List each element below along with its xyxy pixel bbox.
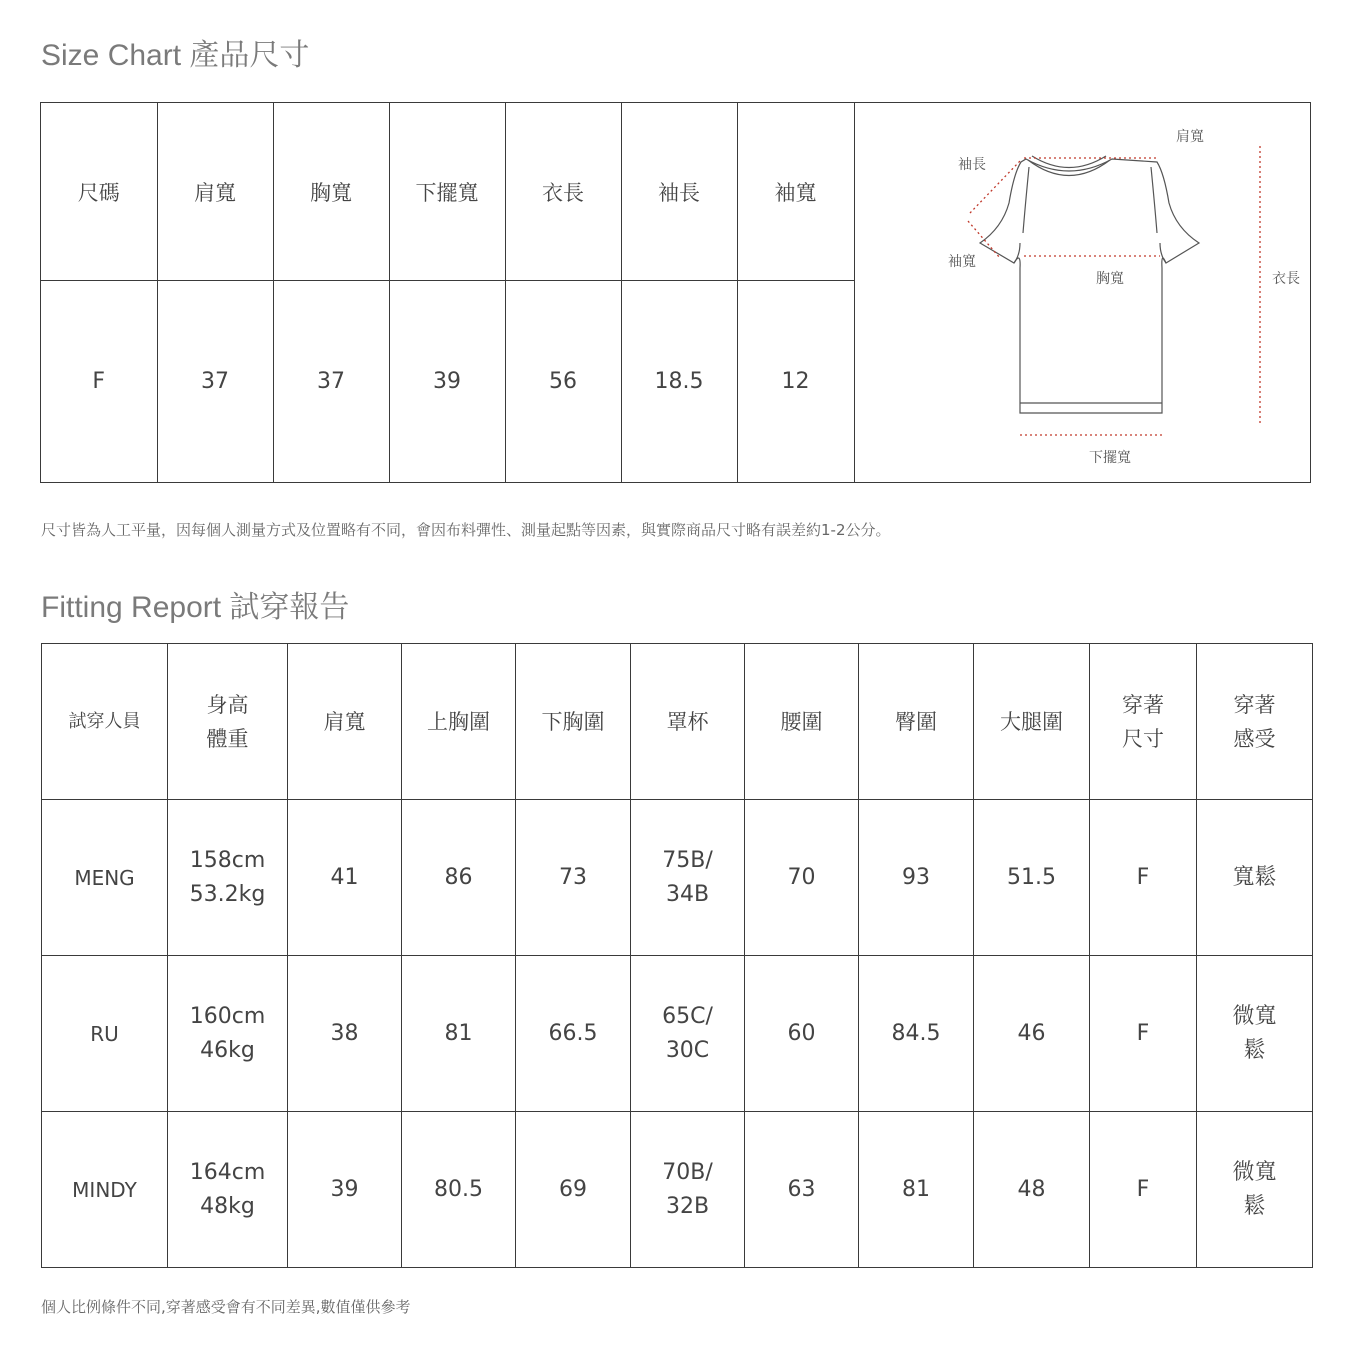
header-cell: 袖寬 bbox=[737, 103, 854, 281]
size-table-header bbox=[41, 103, 854, 281]
tshirt-diagram-svg bbox=[854, 103, 1310, 482]
size-cell: 18.5 bbox=[621, 281, 737, 483]
fitting-table-header bbox=[42, 644, 1313, 800]
table-row bbox=[42, 800, 1313, 956]
table-cell: 48 bbox=[974, 1112, 1090, 1268]
fitting-report-table bbox=[41, 643, 1313, 1268]
header-cell: 袖長 bbox=[621, 103, 737, 281]
table-cell: 73 bbox=[516, 800, 631, 956]
tshirt-outline-icon bbox=[980, 156, 1199, 413]
table-cell: 69 bbox=[516, 1112, 631, 1268]
header-cell: 下擺寬 bbox=[389, 103, 505, 281]
header-cell: 肩寬 bbox=[157, 103, 273, 281]
size-cell: 37 bbox=[273, 281, 389, 483]
diagram-label-sleeve-width: 袖寬 bbox=[948, 254, 976, 270]
diagram-label-hem: 下擺寬 bbox=[1089, 450, 1131, 466]
tester-name: MINDY bbox=[42, 1112, 168, 1268]
table-cell: 66.5 bbox=[516, 956, 631, 1112]
table-cell: 41 bbox=[288, 800, 402, 956]
size-cell: F bbox=[41, 281, 157, 483]
tester-name: MENG bbox=[42, 800, 168, 956]
header-cell: 試穿人員 bbox=[42, 644, 168, 800]
table-cell: 70B/ 32B bbox=[631, 1112, 745, 1268]
table-cell: 39 bbox=[288, 1112, 402, 1268]
table-cell: 51.5 bbox=[974, 800, 1090, 956]
table-cell: 46 bbox=[974, 956, 1090, 1112]
table-cell: 81 bbox=[859, 1112, 974, 1268]
table-cell: 65C/ 30C bbox=[631, 956, 745, 1112]
table-cell: 微寬 鬆 bbox=[1197, 1112, 1313, 1268]
table-cell: 93 bbox=[859, 800, 974, 956]
table-cell: 寬鬆 bbox=[1197, 800, 1313, 956]
fitting-report-note: 個人比例條件不同,穿著感受會有不同差異,數值僅供參考 bbox=[41, 1298, 411, 1316]
tshirt-measurement-diagram bbox=[854, 103, 1310, 482]
table-cell: F bbox=[1090, 956, 1197, 1112]
table-cell: 60 bbox=[745, 956, 859, 1112]
size-cell: 37 bbox=[157, 281, 273, 483]
diagram-label-sleeve-length: 袖長 bbox=[958, 157, 986, 173]
size-chart bbox=[40, 102, 1311, 483]
table-cell: 70 bbox=[745, 800, 859, 956]
height-weight: 158cm 53.2kg bbox=[168, 800, 288, 956]
diagram-label-chest: 胸寬 bbox=[1096, 271, 1124, 287]
table-cell: 84.5 bbox=[859, 956, 974, 1112]
table-row bbox=[42, 956, 1313, 1112]
header-cell: 罩杯 bbox=[631, 644, 745, 800]
size-cell: 56 bbox=[505, 281, 621, 483]
table-cell: 63 bbox=[745, 1112, 859, 1268]
size-table bbox=[41, 103, 855, 482]
table-row bbox=[42, 1112, 1313, 1268]
header-cell: 肩寬 bbox=[288, 644, 402, 800]
fitting-report-title: Fitting Report 試穿報告 bbox=[41, 591, 350, 624]
header-cell: 尺碼 bbox=[41, 103, 157, 281]
table-cell: 38 bbox=[288, 956, 402, 1112]
tester-name: RU bbox=[42, 956, 168, 1112]
size-cell: 12 bbox=[737, 281, 854, 483]
header-cell: 大腿圍 bbox=[974, 644, 1090, 800]
table-cell: 81 bbox=[402, 956, 516, 1112]
header-cell: 下胸圍 bbox=[516, 644, 631, 800]
table-cell: F bbox=[1090, 800, 1197, 956]
height-weight: 160cm 46kg bbox=[168, 956, 288, 1112]
header-cell: 衣長 bbox=[505, 103, 621, 281]
header-cell: 上胸圍 bbox=[402, 644, 516, 800]
header-cell: 穿著 尺寸 bbox=[1090, 644, 1197, 800]
header-cell: 穿著 感受 bbox=[1197, 644, 1313, 800]
header-cell: 胸寬 bbox=[273, 103, 389, 281]
table-cell: 86 bbox=[402, 800, 516, 956]
table-cell: 75B/ 34B bbox=[631, 800, 745, 956]
header-cell: 臀圍 bbox=[859, 644, 974, 800]
header-cell: 身高 體重 bbox=[168, 644, 288, 800]
size-table-row bbox=[41, 281, 854, 483]
table-cell: 微寬 鬆 bbox=[1197, 956, 1313, 1112]
height-weight: 164cm 48kg bbox=[168, 1112, 288, 1268]
size-cell: 39 bbox=[389, 281, 505, 483]
table-cell: F bbox=[1090, 1112, 1197, 1268]
table-cell: 80.5 bbox=[402, 1112, 516, 1268]
diagram-label-shoulder: 肩寬 bbox=[1176, 129, 1204, 145]
size-chart-note: 尺寸皆為人工平量，因每個人測量方式及位置略有不同，會因布料彈性、測量起點等因素，與實際商品尺寸略有誤差約1-2公分。 bbox=[41, 521, 891, 539]
diagram-label-length: 衣長 bbox=[1272, 271, 1300, 287]
header-cell: 腰圍 bbox=[745, 644, 859, 800]
size-chart-title: Size Chart 產品尺寸 bbox=[41, 39, 310, 72]
